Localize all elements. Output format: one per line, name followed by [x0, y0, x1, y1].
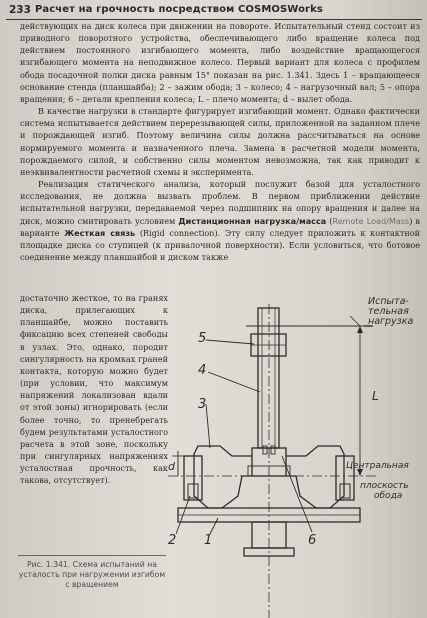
test-rig-figure [168, 296, 427, 618]
leader-3 [206, 404, 210, 448]
remote-load-term: Дистанционная нагрузка/масса [178, 215, 327, 226]
plane-label-line-1: Центральная [346, 461, 409, 471]
label-6: 6 [308, 533, 317, 548]
load-label-line-2: тельная [368, 306, 409, 317]
paragraph-1: действующих на диск колеса при движении на повороте. Испытательный стенд состоит из приводного поворотного устройства, обеспечивающего либо вращение колеса под действием постоянного изгибающего момента, либо воздействие вращающегося изгибающего момента на неподвижное колесо. Первый вариант для колеса с профилем обода посадочной полки диска равным 15° показан на рис. 1.341. Здесь 1 – вращающееся основание стенда (планшайба); 2 – зажим обода; 3 – колесо; 4 – нагрузочный вал; 5 – опора вращения; 6 – детали крепления колеса; L – плечо момента; d – вылет обода. [20, 21, 420, 104]
bolt-2 [271, 446, 275, 454]
paragraph-3-text-c: ) в варианте [20, 215, 420, 238]
bolt-1 [263, 446, 267, 454]
load-label-line-3: нагрузка [368, 316, 414, 327]
page-number: 233 [9, 4, 31, 16]
figure-caption: Рис. 1.341. Схема испытаний на усталость при нагружении изгибом с вращением [18, 560, 166, 589]
label-2: 2 [168, 533, 177, 548]
paragraph-2: В качестве нагрузки в стандарте фигурирует изгибающий момент. Однако фактически система испытывается действием перерезывающей силы, приложенной на заданном плече и порождающей изгиб. Поэтому величина силы должна рассчитываться на основе нормируемого момента и назначенного плеча. Замена в расчетной модели момента, порождаемого силой, и собственно силы моментом невозможна, так как приводит к неэквивалентности расчетной схемы и эксперимента. [20, 106, 420, 177]
plane-label-line-3: обода [374, 491, 403, 501]
rim-clamp-left [188, 484, 198, 498]
plane-label-line-2: плоскость [360, 481, 409, 491]
wrapped-text-column [20, 292, 168, 487]
rim-clamp-right [340, 484, 350, 498]
paragraph-3-text-d: (Rigid connection). Эту силу следует приложить к контактной площадке диска со ступицей (к привалочной поверхности). Если условиться, что ботовое соединение между планшайбой и диском также [20, 227, 420, 262]
label-3: 3 [198, 397, 207, 412]
remote-load-english: Remote Load/Mass [332, 215, 410, 226]
wheel-disc-right [286, 446, 344, 508]
caption-rule [18, 555, 166, 556]
test-rig-drawing [168, 296, 427, 618]
label-L: L [372, 389, 379, 403]
load-label-line-1: Испыта- [368, 296, 409, 307]
label-4: 4 [198, 363, 207, 378]
wheel-disc-left [194, 446, 252, 508]
paragraph-3-text-a: Реализация статического анализа, который послужит базой для усталостного исследования, не должна вызвать проблем. В первом приближении действие испытательной нагрузки, передаваемой через подшипник на опору вращения и далее на диск, можно смитировать условием [20, 179, 420, 226]
label-1: 1 [204, 533, 213, 548]
paragraph-3-text-b: ( [326, 215, 333, 226]
rim-left [184, 456, 202, 500]
paragraph-3 [20, 178, 420, 263]
arrow-L-top [357, 326, 363, 333]
leader-1 [210, 518, 218, 534]
leader-6 [282, 456, 312, 532]
leader-load [350, 316, 360, 326]
paragraph-3-continued: достаточно жесткое, то на гранях диска, прилегающих к планшайбе, можно поставить фиксацию всех степеней свободы в узлах. Это, однако, породит сингулярность на кромках граней контакта, которую можно будет (при условии, что максимум напряжений локализован вдали от этой зоны) игнорировать (если более точно, то пренебрегать будем результатами усталостного расчета в этой зоне, поскольку при сингулярных напряжениях усталостная прочность, как такова, отсутствует). [20, 293, 168, 486]
label-d: d [168, 460, 175, 473]
leader-5 [206, 340, 254, 344]
leader-4 [208, 372, 260, 392]
body-text [20, 20, 420, 263]
rigid-connection-term: Жесткая связь [64, 227, 136, 238]
running-title: Расчет на грочность посредством COSMOSWorks [35, 4, 323, 15]
label-5: 5 [198, 331, 207, 346]
page-header [0, 0, 427, 20]
loading-shaft [258, 308, 279, 448]
